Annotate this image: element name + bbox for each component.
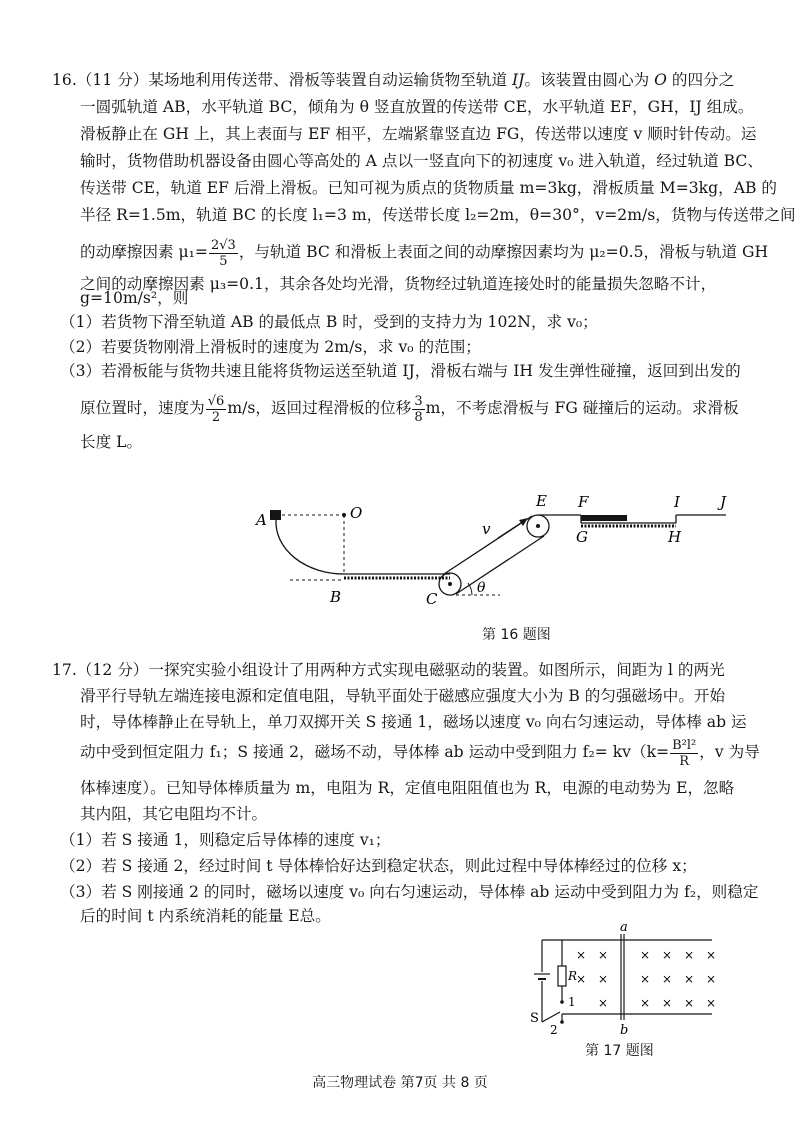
field-mark: × — [640, 996, 651, 1010]
q16-figure-caption: 第 16 题图 — [482, 627, 551, 643]
label-a: a — [620, 922, 628, 935]
q16-line-4: 输时，货物借助机器设备由圆心等高处的 A 点以一竖直向下的初速度 v₀ 进入轨道，经过轨道 BC、 — [80, 152, 763, 170]
q16-part-3-line-2: 原位置时，速度为 $\frac{√6}{2}$ m/s，返回过程滑板的位移 $\frac{3}{8}$ m，不考虑滑板与 FG 碰撞后的运动。求滑板 — [80, 393, 739, 425]
q17-part-3-line-2: 后的时间 t 内系统消耗的能量 E总。 — [80, 907, 331, 925]
velocity-arrow — [498, 521, 524, 538]
q17-part-2: （2）若 S 接通 2，经过时间 t 导体棒恰好达到稳定状态，则此过程中导体棒经过的位移 x； — [60, 857, 697, 875]
q16-part-2: （2）若要货物刚滑上滑板时的速度为 2m/s，求 v₀ 的范围； — [60, 338, 481, 356]
q17-part-3-line-1: （3）若 S 刚接通 2 的同时，磁场以速度 v₀ 向右匀速运动，导体棒 ab 运动中受到阻力为 f₂，则稳定 — [60, 883, 759, 901]
switch-blade — [542, 1012, 560, 1022]
conveyor-belt — [439, 515, 549, 595]
center-o-dot — [342, 513, 346, 517]
mu1-fraction: $\frac{2√3}{5}$ — [210, 237, 236, 269]
field-mark: × — [684, 972, 695, 986]
label-E: E — [536, 492, 547, 510]
label-R: R — [568, 969, 578, 983]
label-J: J — [720, 493, 727, 511]
field-mark: × — [706, 996, 717, 1010]
field-mark: × — [706, 972, 717, 986]
q16-line-1: 16.（11 分）某场地利用传送带、滑板等装置自动运输货物至轨道 IJ。该装置由圆心为 O 的四分之 — [52, 71, 735, 89]
q16-figure — [240, 488, 740, 618]
page-footer: 高三物理试卷 第7页 共 8 页 — [312, 1075, 488, 1091]
field-mark: × — [706, 948, 717, 962]
q16-part-1: （1）若货物下滑至轨道 AB 的最低点 B 时，受到的支持力为 102N，求 v₀； — [60, 313, 598, 331]
slide-board — [581, 515, 627, 521]
q17-line-6: 其内阻，其它电阻均不计。 — [80, 805, 268, 823]
field-mark: × — [598, 948, 609, 962]
field-mark: × — [662, 996, 673, 1010]
label-O: O — [350, 504, 363, 522]
label-F: F — [578, 493, 589, 511]
field-mark: × — [684, 996, 695, 1010]
q17-line-5: 体棒速度）。已知导体棒质量为 m，电阻为 R，定值电阻阻值也为 R，电源的电动势为 E，忽略 — [80, 779, 735, 797]
field-mark: × — [662, 972, 673, 986]
resistor — [558, 966, 566, 986]
label-theta: θ — [477, 580, 486, 596]
label-v: v — [482, 520, 491, 538]
field-mark: × — [640, 972, 651, 986]
q17-line-4: 动中受到恒定阻力 f₁；S 接通 2，磁场不动，导体棒 ab 运动中受到阻力 f₂= kv（k= $\frac{\text{B²l²}}{R}$ ，v 为导 — [80, 737, 760, 769]
label-contact-2: 2 — [550, 1023, 558, 1037]
label-b: b — [620, 1023, 629, 1038]
q17-part-1: （1）若 S 接通 1，则稳定后导体棒的速度 v₁； — [60, 831, 391, 849]
label-H: H — [668, 528, 682, 546]
q16-header: 16.（11 分） — [52, 71, 149, 89]
k-fraction: $\frac{\text{B²l²}}{R}$ — [672, 737, 697, 769]
magnetic-field-marks — [576, 948, 716, 1010]
cargo-block — [270, 510, 281, 520]
q16-line-7: 的动摩擦因素 μ₁= $\frac{2√3}{5}$ ，与轨道 BC 和滑板上表面之间的动摩擦因素均为 μ₂=0.5，滑板与轨道 GH — [80, 237, 769, 269]
field-mark: × — [662, 948, 673, 962]
field-mark: × — [640, 948, 651, 962]
speed-fraction: $\frac{√6}{2}$ — [207, 393, 225, 425]
q17-figure — [522, 922, 722, 1038]
label-G: G — [576, 528, 588, 546]
label-B: B — [330, 588, 342, 606]
label-contact-1: 1 — [568, 995, 576, 1009]
label-I: I — [674, 493, 680, 511]
label-A: A — [256, 511, 267, 529]
q16-line-5: 传送带 CE，轨道 EF 后滑上滑板。已知可视为质点的货物质量 m=3kg，滑板质量 M=3kg，AB 的 — [80, 179, 777, 197]
field-mark: × — [576, 972, 587, 986]
q17-header: 17.（12 分） — [52, 661, 149, 679]
q16-line-9: g=10m/s²，则 — [80, 289, 189, 307]
field-mark: × — [576, 948, 587, 962]
q16-line-8: 之间的动摩擦因素 μ₃=0.1，其余各处均光滑，货物经过轨道连接处时的能量损失忽略不计， — [80, 275, 717, 293]
arc-track-ab — [276, 520, 344, 574]
label-C: C — [426, 590, 438, 608]
q17-line-3: 时，导体棒静止在导轨上，单刀双掷开关 S 接通 1，磁场以速度 v₀ 向右匀速运动，导体棒 ab 运 — [80, 713, 747, 731]
q16-line-2: 一圆弧轨道 AB，水平轨道 BC，倾角为 θ 竖直放置的传送带 CE，水平轨道 EF，GH，IJ 组成。 — [80, 98, 754, 116]
q16-line-6: 半径 R=1.5m，轨道 BC 的长度 l₁=3 m，传送带长度 l₂=2m，θ=30°，v=2m/s，货物与传送带之间 — [80, 206, 796, 224]
q16-part-3-line-3: 长度 L。 — [80, 433, 143, 451]
field-mark: × — [598, 972, 609, 986]
label-S: S — [530, 1011, 539, 1026]
q17-figure-caption: 第 17 题图 — [585, 1043, 654, 1059]
field-mark: × — [598, 996, 609, 1010]
q16-part-3-line-1: （3）若滑板能与货物共速且能将货物运送至轨道 IJ，滑板右端与 IH 发生弹性碰撞，返回到出发的 — [60, 362, 741, 380]
q17-line-2: 滑平行导轨左端连接电源和定值电阻，导轨平面处于磁感应强度大小为 B 的匀强磁场中。开始 — [80, 687, 726, 705]
q17-line-1: 17.（12 分）一探究实验小组设计了用两种方式实现电磁驱动的装置。如图所示，间距为 l 的两光 — [52, 661, 725, 679]
q16-line-3: 滑板静止在 GH 上，其上表面与 EF 相平，左端紧靠竖直边 FG，传送带以速度 v 顺时针传动。运 — [80, 125, 757, 143]
field-mark: × — [684, 948, 695, 962]
displacement-fraction: $\frac{3}{8}$ — [414, 393, 423, 425]
